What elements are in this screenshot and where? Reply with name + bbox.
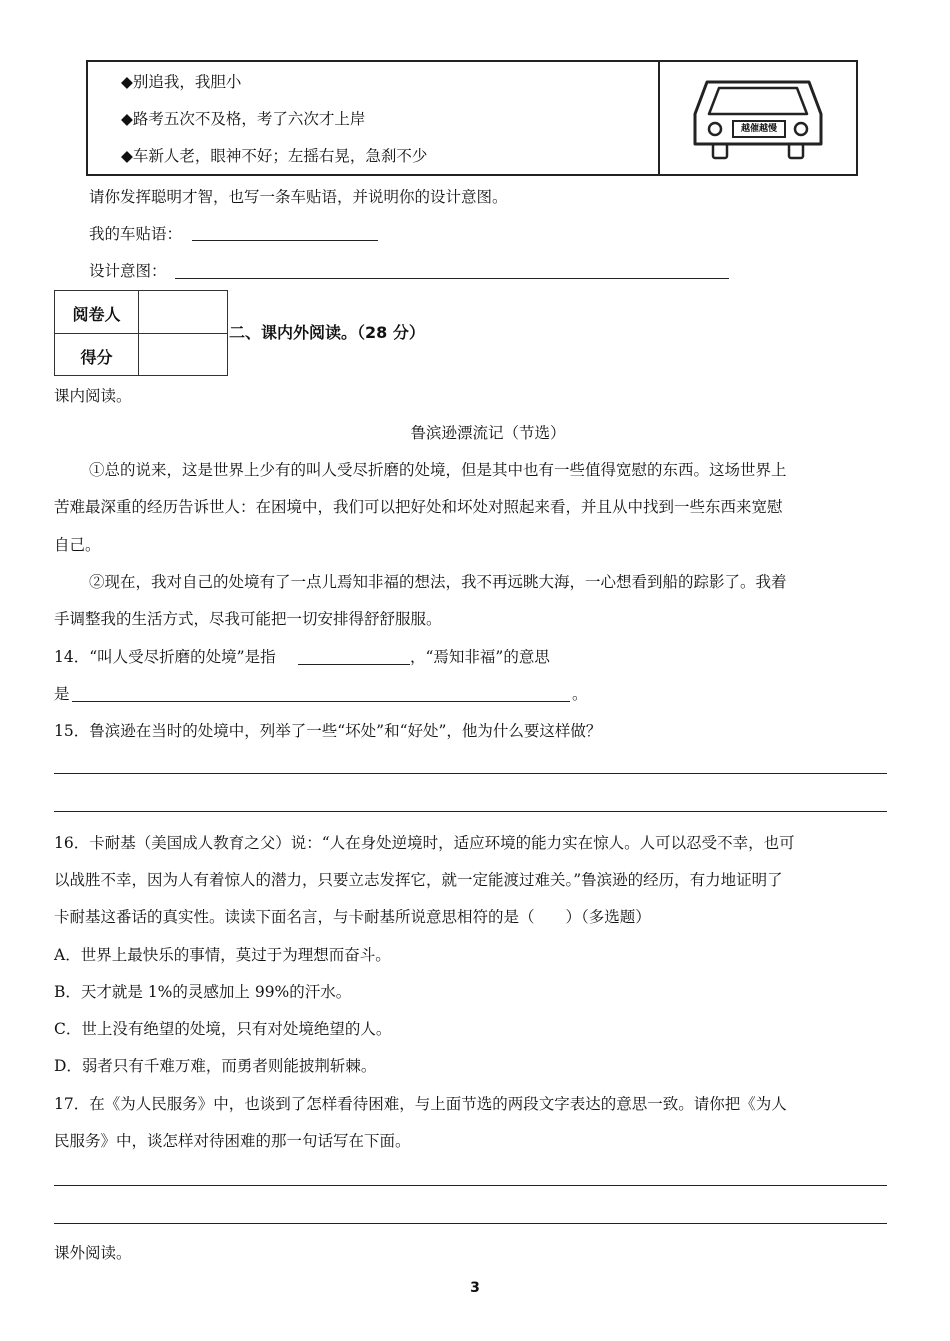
extra-reading-label: 课外阅读。 bbox=[54, 1244, 132, 1262]
my-sticker-label: 我的车贴语： bbox=[89, 225, 183, 243]
q14-text-c: 是 bbox=[54, 685, 70, 703]
q16-option-a[interactable]: A．世界上最快乐的事情，莫过于为理想而奋斗。 bbox=[54, 946, 391, 964]
grader-table bbox=[54, 290, 228, 376]
q15-answer-line-2[interactable] bbox=[54, 811, 887, 812]
car-icon bbox=[693, 74, 823, 162]
q14-end: 。 bbox=[572, 685, 588, 703]
q15-text: 15．鲁滨逊在当时的处境中，列举了一些“坏处”和“好处”，他为什么要这样做？ bbox=[54, 722, 602, 740]
q16-option-b[interactable]: B．天才就是 1%的灵感加上 99%的汗水。 bbox=[54, 983, 352, 1001]
design-label: 设计意图： bbox=[89, 262, 167, 280]
page-number: 3 bbox=[470, 1280, 480, 1296]
q16-option-d[interactable]: D．弱者只有千难万难，而勇者则能披荆斩棘。 bbox=[54, 1057, 377, 1075]
q14-answer-line-2[interactable] bbox=[72, 701, 570, 702]
section-title: 二、课内外阅读。（28 分） bbox=[229, 323, 425, 342]
car-sign-text: 越催越慢 bbox=[740, 124, 777, 134]
q17-answer-line-1[interactable] bbox=[54, 1185, 887, 1186]
paragraph-1-line-3: 自己。 bbox=[54, 536, 101, 554]
q17-line-2: 民服务》中，谈怎样对待困难的那一句话写在下面。 bbox=[54, 1132, 411, 1150]
paragraph-1-line-2: 苦难最深重的经历告诉世人：在困境中，我们可以把好处和坏处对照起来看，并且从中找到一些东西来宽慰 bbox=[54, 498, 783, 516]
score-label: 得分 bbox=[80, 348, 113, 367]
q16-line-1: 16．卡耐基（美国成人教育之父）说：“人在身处逆境时，适应环境的能力实在惊人。人可以忍受不幸，也可 bbox=[54, 834, 795, 852]
q14-text-b: ，“焉知非福”的意思 bbox=[410, 648, 550, 666]
paragraph-1-line-1: ①总的说来，这是世界上少有的叫人受尽折磨的处境，但是其中也有一些值得宽慰的东西。这场世界上 bbox=[89, 461, 787, 479]
my-sticker-answer-line[interactable] bbox=[192, 240, 378, 241]
passage-title: 鲁滨逊漂流记（节选） bbox=[410, 424, 566, 442]
q16-line-2: 以战胜不幸，因为人有着惊人的潜力，只要立志发挥它，就一定能渡过难关。”鲁滨逊的经历，有力地证明了 bbox=[54, 871, 783, 889]
q17-line-1: 17．在《为人民服务》中，也谈到了怎样看待困难，与上面节选的两段文字表达的意思一致。请你把《为人 bbox=[54, 1095, 787, 1113]
q16-option-c[interactable]: C．世上没有绝望的处境，只有对处境绝望的人。 bbox=[54, 1020, 392, 1038]
task-prompt: 请你发挥聪明才智，也写一条车贴语，并说明你的设计意图。 bbox=[89, 188, 508, 206]
sticker-item-3: ◆车新人老，眼神不好；左摇右晃，急刹不少 bbox=[121, 147, 428, 165]
q17-answer-line-2[interactable] bbox=[54, 1223, 887, 1224]
design-answer-line[interactable] bbox=[175, 278, 729, 279]
q14-answer-line-1[interactable] bbox=[298, 664, 410, 665]
q16-line-3: 卡耐基这番话的真实性。读读下面名言，与卡耐基所说意思相符的是（ ）（多选题） bbox=[54, 908, 651, 926]
sticker-item-2: ◆路考五次不及格，考了六次才上岸 bbox=[121, 110, 366, 128]
table-divider bbox=[658, 60, 660, 176]
in-class-reading-label: 课内阅读。 bbox=[54, 387, 132, 405]
paragraph-2-line-1: ②现在，我对自己的处境有了一点儿焉知非福的想法，我不再远眺大海，一心想看到船的踪影了。我着 bbox=[89, 573, 787, 591]
reviewer-label: 阅卷人 bbox=[72, 305, 121, 324]
q15-answer-line-1[interactable] bbox=[54, 773, 887, 774]
q14-text-a: 14．“叫人受尽折磨的处境”是指 bbox=[54, 648, 276, 666]
sticker-item-1: ◆别追我，我胆小 bbox=[121, 73, 242, 91]
paragraph-2-line-2: 手调整我的生活方式，尽我可能把一切安排得舒舒服服。 bbox=[54, 610, 442, 628]
